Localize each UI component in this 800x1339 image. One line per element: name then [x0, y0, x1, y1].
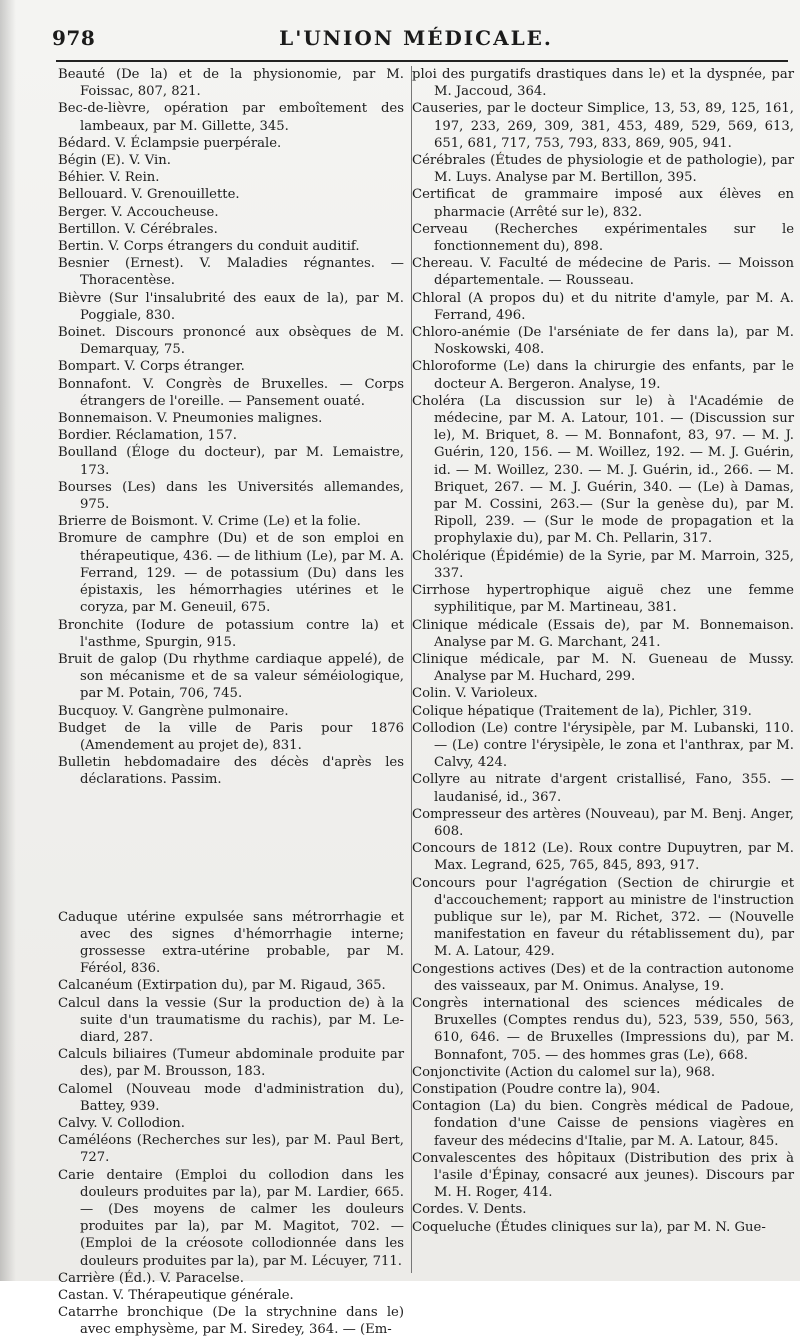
- index-entry: Bromure de camphre (Du) et de son emploi en thérapeutique, 436. — de lithium (Le), par M. A. Ferrand, 129. — de potassium (Du) dans les épistaxis, les hémorrhagies utérines et le coryza, par M. Geneuil, 675.: [58, 531, 404, 616]
- index-entry: Chloro-anémie (De l'arséniate de fer dans la), par M. Noskowski, 408.: [412, 325, 794, 358]
- index-entry: Calcul dans la vessie (Sur la production de) à la suite d'un traumatisme du rachis), par M. Le-diard, 287.: [58, 995, 404, 1045]
- index-entry: Causeries, par le docteur Simplice, 13, 53, 89, 125, 161, 197, 233, 269, 309, 381, 453, 489, 529, 569, 613, 651, 681, 717, 753, 793, 833, 869, 905, 941.: [412, 101, 794, 151]
- index-entry: Choléra (La discussion sur le) à l'Académie de médecine, par M. A. Latour, 101. — (Discussion sur le), M. Briquet, 8. — M. Bonnafont, 83, 97. — M. J. Guérin, 120, 156. — M. Woillez, 192. — M. J. Guérin, id. — M. Woillez, 230. — M. J. Guérin, id., 266. — M. Briquet, 267. — M. J. Guérin, 340. — (Le) à Damas, par M. Cossini, 263.— (Sur la genèse du), par M. Ripoll, 239. — (Sur le mode de propagation et la prophylaxie du), par M. Ch. Pellarin, 317.: [412, 393, 794, 547]
- index-entry: Clinique médicale (Essais de), par M. Bonnemaison. Analyse par M. G. Marchant, 241.: [412, 617, 794, 650]
- index-entry: Carie dentaire (Emploi du collodion dans les douleurs produites par la), par M. Lardier, 665. — (Des moyens de calmer les douleurs produites par la), par M. Magitot, 702. — (Emploi de la créosote collodionnée dans les douleurs produites par la), par M. Lécuyer, 711.: [58, 1167, 404, 1269]
- header-rule: [56, 60, 788, 62]
- index-entry: Contagion (La) du bien. Congrès médical de Padoue, fondation d'une Caisse de pensions viagères en faveur des médecins d'Italie, par M. A. Latour, 845.: [412, 1099, 794, 1149]
- index-column-right: [411, 66, 794, 1273]
- index-entry: Concours pour l'agrégation (Section de chirurgie et d'accouchement; rapport au ministre de l'instruction publique sur le), par M. Richet, 372. — (Nouvelle manifestation en faveur du rétablissement du), par M. A. Latour, 429.: [412, 875, 794, 960]
- index-entry: Concours de 1812 (Le). Roux contre Dupuytren, par M. Max. Legrand, 625, 765, 845, 893, 917.: [412, 841, 794, 874]
- index-entry: Boulland (Éloge du docteur), par M. Lemaistre, 173.: [58, 445, 404, 478]
- index-entry: Calvy. V. Collodion.: [58, 1115, 185, 1131]
- index-entry: Chloral (A propos du) et du nitrite d'amyle, par M. A. Ferrand, 496.: [412, 290, 794, 323]
- index-entry: Bruit de galop (Du rhythme cardiaque appelé), de son mécanisme et de sa valeur séméiologique, par M. Potain, 706, 745.: [58, 651, 404, 702]
- index-entry: Bonnafont. V. Congrès de Bruxelles. — Corps étrangers de l'oreille. — Pansement ouaté.: [58, 376, 404, 409]
- index-entry: Calomel (Nouveau mode d'administration du), Battey, 939.: [58, 1081, 404, 1114]
- column-gap: [58, 789, 404, 909]
- index-entry: Cirrhose hypertrophique aiguë chez une femme syphilitique, par M. Martineau, 381.: [412, 583, 794, 616]
- index-entry: ploi des purgatifs drastiques dans le) et la dyspnée, par M. Jaccoud, 364.: [412, 67, 794, 100]
- index-entry: Bulletin hebdomadaire des décès d'après les déclarations. Passim.: [58, 755, 404, 788]
- index-entry: Calculs biliaires (Tumeur abdominale produite par des), par M. Brousson, 183.: [58, 1047, 404, 1080]
- index-entry: Collodion (Le) contre l'érysipèle, par M. Lubanski, 110. — (Le) contre l'érysipèle, le zona et l'anthrax, par M. Calvy, 424.: [412, 720, 794, 771]
- index-entry: Collyre au nitrate d'argent cristallisé, Fano, 355. — laudanisé, id., 367.: [412, 772, 794, 805]
- index-entry: Convalescentes des hôpitaux (Distribution des prix à l'asile d'Épinay, consacré aux jeunes). Discours par M. H. Roger, 414.: [412, 1150, 794, 1201]
- index-entry: Bégin (E). V. Vin.: [58, 153, 171, 169]
- index-entry: Castan. V. Thérapeutique générale.: [58, 1288, 294, 1303]
- index-entry: Bellouard. V. Grenouillette.: [58, 187, 240, 203]
- index-entry: Catarrhe bronchique (De la strychnine dans le) avec emphysème, par M. Siredey, 364. — (Em-: [58, 1305, 404, 1338]
- index-entry: Bonnemaison. V. Pneumonies malignes.: [58, 411, 323, 427]
- index-entry: Berger. V. Accoucheuse.: [58, 204, 219, 220]
- index-entry: Chereau. V. Faculté de médecine de Paris. — Moisson départementale. — Rousseau.: [412, 256, 794, 289]
- index-entry: Caduque utérine expulsée sans métrorrhagie et avec des signes d'hémorrhagie interne; grossesse extra-utérine probable, par M. Féréol, 836.: [58, 909, 404, 977]
- index-entry: Béhier. V. Rein.: [58, 170, 160, 186]
- index-entry: Bec-de-lièvre, opération par emboîtement des lambeaux, par M. Gillette, 345.: [58, 101, 404, 134]
- index-entry: Colin. V. Varioleux.: [412, 686, 538, 702]
- index-entry: Caméléons (Recherches sur les), par M. Paul Bert, 727.: [58, 1133, 404, 1166]
- index-entry: Congrès international des sciences médicales de Bruxelles (Comptes rendus du), 523, 539, 550, 563, 610, 646. — de Bruxelles (Impressions du), par M. Bonnafont, 705. — des hommes gras (Le), 668.: [412, 995, 794, 1063]
- index-entry: Bucquoy. V. Gangrène pulmonaire.: [58, 703, 289, 719]
- index-entry: Bourses (Les) dans les Universités allemandes, 975.: [58, 479, 404, 513]
- running-title: L'UNION MÉDICALE.: [279, 26, 553, 50]
- index-entry: Cérébrales (Études de physiologie et de pathologie), par M. Luys. Analyse par M. Bertillon, 395.: [412, 153, 794, 186]
- index-entry: Besnier (Ernest). V. Maladies régnantes. — Thoracentèse.: [58, 256, 404, 289]
- index-entry: Constipation (Poudre contre la), 904.: [412, 1081, 661, 1097]
- index-entry: Chloroforme (Le) dans la chirurgie des enfants, par le docteur A. Bergeron. Analyse, 19.: [412, 359, 794, 392]
- index-entry: Bronchite (Iodure de potassium contre la) et l'asthme, Spurgin, 915.: [58, 617, 404, 650]
- index-entry: Calcanéum (Extirpation du), par M. Rigaud, 365.: [58, 978, 386, 994]
- index-entry: Bertin. V. Corps étrangers du conduit auditif.: [58, 239, 360, 255]
- index-entry: Budget de la ville de Paris pour 1876 (Amendement au projet de), 831.: [58, 720, 404, 753]
- index-entry: Beauté (De la) et de la physionomie, par M. Foissac, 807, 821.: [58, 67, 404, 100]
- index-column-left: [58, 66, 404, 1338]
- index-entry: Cerveau (Recherches expérimentales sur le fonctionnement du), 898.: [412, 221, 794, 255]
- page-number: 978: [52, 26, 96, 50]
- index-entry: Cholérique (Épidémie) de la Syrie, par M. Marroin, 325, 337.: [412, 548, 794, 581]
- index-entry: Conjonctivite (Action du calomel sur la), 968.: [412, 1064, 716, 1080]
- index-entry: Colique hépatique (Traitement de la), Pichler, 319.: [412, 703, 752, 719]
- index-entry: Brierre de Boismont. V. Crime (Le) et la folie.: [58, 514, 361, 530]
- index-entry: Bédard. V. Éclampsie puerpérale.: [58, 135, 282, 151]
- index-entry: Bordier. Réclamation, 157.: [58, 428, 237, 444]
- index-entry: Compresseur des artères (Nouveau), par M. Benj. Anger, 608.: [412, 806, 794, 839]
- index-entry: Certificat de grammaire imposé aux élèves en pharmacie (Arrêté sur le), 832.: [412, 187, 794, 220]
- page-header: [52, 26, 780, 56]
- index-entry: Congestions actives (Des) et de la contraction autonome des vaisseaux, par M. Onimus. Analyse, 19.: [412, 961, 794, 994]
- index-entry: Bompart. V. Corps étranger.: [58, 359, 245, 375]
- index-entry: Boinet. Discours prononcé aux obsèques de M. Demarquay, 75.: [58, 325, 404, 358]
- index-entry: Clinique médicale, par M. N. Gueneau de Mussy. Analyse par M. Huchard, 299.: [412, 651, 794, 685]
- index-entry: Bièvre (Sur l'insalubrité des eaux de la), par M. Poggiale, 830.: [58, 290, 404, 323]
- index-entry: Carrière (Éd.). V. Paracelse.: [58, 1270, 244, 1286]
- index-entry: Cordes. V. Dents.: [412, 1202, 527, 1218]
- index-entry: Coqueluche (Études cliniques sur la), par M. N. Gue-: [412, 1219, 766, 1235]
- index-entry: Bertillon. V. Cérébrales.: [58, 221, 218, 237]
